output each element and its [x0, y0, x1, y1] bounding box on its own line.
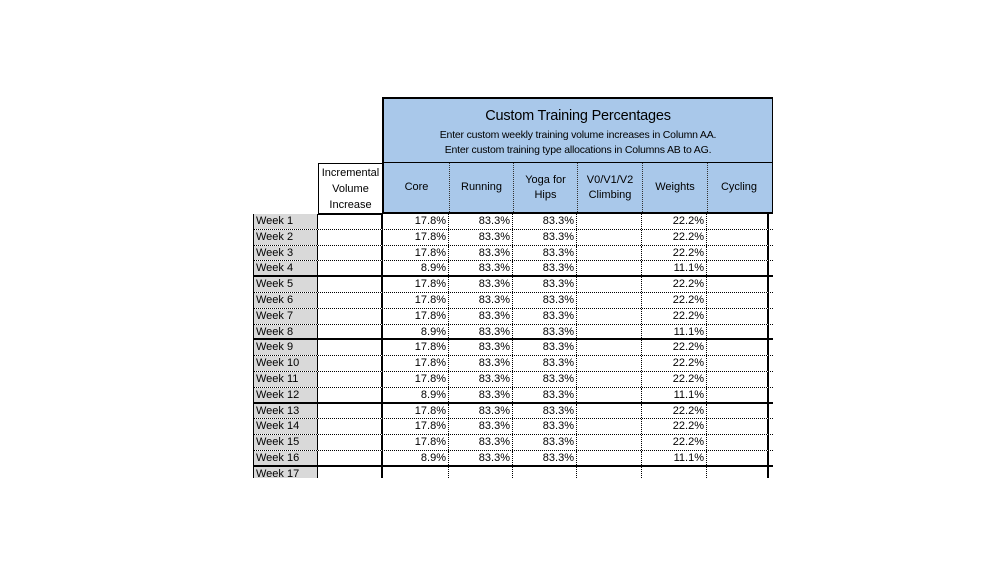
climbing-cell[interactable]: [577, 404, 642, 419]
cycling-cell[interactable]: [707, 277, 769, 292]
table-row: [253, 467, 773, 478]
volume-increase-cell[interactable]: [318, 356, 383, 371]
table-row: [253, 435, 773, 451]
week-label-cell[interactable]: Week 13: [253, 404, 318, 419]
cycling-cell[interactable]: [707, 214, 769, 229]
yoga-cell[interactable]: 83.3%: [513, 388, 577, 402]
volume-increase-cell[interactable]: [318, 388, 383, 402]
core-cell[interactable]: 17.8%: [383, 214, 449, 229]
weights-cell[interactable]: 22.2%: [642, 230, 707, 245]
table-row: [253, 214, 773, 230]
cycling-cell[interactable]: [707, 230, 769, 245]
yoga-cell[interactable]: 83.3%: [513, 404, 577, 419]
weights-cell[interactable]: 22.2%: [642, 419, 707, 434]
weekly-grid: [253, 214, 773, 478]
cycling-cell[interactable]: [707, 325, 769, 339]
banner-instruction-allocation: Enter custom training type allocations in Columns AB to AG.: [444, 144, 712, 156]
cycling-cell[interactable]: [707, 356, 769, 371]
climbing-cell[interactable]: [577, 214, 642, 229]
climbing-cell[interactable]: [577, 388, 642, 402]
training-type-headers: [382, 163, 773, 214]
table-row: [253, 309, 773, 325]
header-yoga-label: Yoga for Hips: [525, 173, 566, 201]
table-row: [253, 293, 773, 309]
table-row: [253, 246, 773, 262]
cycling-cell[interactable]: [707, 435, 769, 450]
climbing-cell[interactable]: [577, 467, 642, 478]
running-cell[interactable]: 83.3%: [449, 277, 513, 292]
climbing-cell[interactable]: [577, 419, 642, 434]
spreadsheet-area: [253, 97, 773, 478]
week-label-cell[interactable]: Week 2: [253, 230, 318, 245]
incremental-volume-header[interactable]: [318, 163, 383, 215]
climbing-cell[interactable]: [577, 293, 642, 308]
volume-increase-cell[interactable]: [318, 372, 383, 387]
weights-cell[interactable]: 11.1%: [642, 388, 707, 402]
climbing-cell[interactable]: [577, 356, 642, 371]
cycling-cell[interactable]: [707, 309, 769, 324]
weights-cell[interactable]: 11.1%: [642, 325, 707, 339]
volume-increase-cell[interactable]: [318, 435, 383, 450]
cycling-cell[interactable]: [707, 467, 769, 478]
yoga-cell[interactable]: 83.3%: [513, 261, 577, 275]
running-cell[interactable]: 83.3%: [449, 261, 513, 275]
core-cell[interactable]: 8.9%: [383, 325, 449, 339]
cycling-cell[interactable]: [707, 293, 769, 308]
table-row: [253, 261, 773, 277]
table-row: [253, 325, 773, 341]
volume-increase-cell[interactable]: [318, 467, 383, 478]
yoga-cell[interactable]: 83.3%: [513, 230, 577, 245]
weights-cell[interactable]: 22.2%: [642, 246, 707, 261]
weights-cell[interactable]: 22.2%: [642, 372, 707, 387]
yoga-cell[interactable]: 83.3%: [513, 293, 577, 308]
volume-increase-cell[interactable]: [318, 230, 383, 245]
header-weights[interactable]: [643, 163, 708, 212]
yoga-cell[interactable]: 83.3%: [513, 325, 577, 339]
yoga-cell[interactable]: 83.3%: [513, 309, 577, 324]
climbing-cell[interactable]: [577, 451, 642, 465]
week-label-cell[interactable]: Week 15: [253, 435, 318, 450]
running-cell[interactable]: 83.3%: [449, 214, 513, 229]
core-cell[interactable]: 8.9%: [383, 451, 449, 465]
running-cell[interactable]: 83.3%: [449, 372, 513, 387]
weights-cell[interactable]: 22.2%: [642, 309, 707, 324]
core-cell[interactable]: 17.8%: [383, 419, 449, 434]
week-label-cell[interactable]: Week 5: [253, 277, 318, 292]
climbing-cell[interactable]: [577, 435, 642, 450]
core-cell[interactable]: 17.8%: [383, 309, 449, 324]
climbing-cell[interactable]: [577, 309, 642, 324]
week-label-cell[interactable]: Week 1: [253, 214, 318, 229]
running-cell[interactable]: 83.3%: [449, 293, 513, 308]
header-cycling-label: Cycling: [720, 181, 758, 193]
running-cell[interactable]: 83.3%: [449, 340, 513, 355]
volume-increase-cell[interactable]: [318, 309, 383, 324]
running-cell[interactable]: 83.3%: [449, 388, 513, 402]
core-cell[interactable]: 17.8%: [383, 372, 449, 387]
weights-cell[interactable]: 22.2%: [642, 356, 707, 371]
cycling-cell[interactable]: [707, 404, 769, 419]
climbing-cell[interactable]: [577, 325, 642, 339]
yoga-cell[interactable]: 83.3%: [513, 246, 577, 261]
core-cell[interactable]: 17.8%: [383, 230, 449, 245]
running-cell[interactable]: 83.3%: [449, 451, 513, 465]
climbing-cell[interactable]: [577, 261, 642, 275]
banner-title: Custom Training Percentages: [485, 108, 671, 124]
cycling-cell[interactable]: [707, 340, 769, 355]
core-cell[interactable]: [383, 467, 449, 478]
volume-increase-cell[interactable]: [318, 214, 383, 229]
core-cell[interactable]: 17.8%: [383, 356, 449, 371]
climbing-cell[interactable]: [577, 246, 642, 261]
week-label-cell[interactable]: Week 6: [253, 293, 318, 308]
week-label-cell[interactable]: Week 8: [253, 325, 318, 339]
week-label-cell[interactable]: Week 3: [253, 246, 318, 261]
cycling-cell[interactable]: [707, 388, 769, 402]
core-cell[interactable]: 17.8%: [383, 340, 449, 355]
running-cell[interactable]: 83.3%: [449, 404, 513, 419]
weights-cell[interactable]: 22.2%: [642, 214, 707, 229]
yoga-cell[interactable]: [513, 467, 577, 478]
header-core[interactable]: [384, 163, 450, 212]
yoga-cell[interactable]: 83.3%: [513, 451, 577, 465]
week-label-cell[interactable]: Week 14: [253, 419, 318, 434]
header-core-label: Core: [404, 181, 429, 193]
core-cell[interactable]: 17.8%: [383, 246, 449, 261]
core-cell[interactable]: 8.9%: [383, 388, 449, 402]
custom-percentages-banner: [382, 97, 773, 164]
header-climbing[interactable]: [578, 163, 643, 212]
weights-cell[interactable]: 22.2%: [642, 404, 707, 419]
weights-cell[interactable]: [642, 467, 707, 478]
yoga-cell[interactable]: 83.3%: [513, 340, 577, 355]
running-cell[interactable]: 83.3%: [449, 356, 513, 371]
header-running[interactable]: [450, 163, 514, 212]
yoga-cell[interactable]: 83.3%: [513, 214, 577, 229]
yoga-cell[interactable]: 83.3%: [513, 419, 577, 434]
weights-cell[interactable]: 22.2%: [642, 435, 707, 450]
cycling-cell[interactable]: [707, 451, 769, 465]
table-row: [253, 372, 773, 388]
table-row: [253, 277, 773, 293]
cycling-cell[interactable]: [707, 261, 769, 275]
week-label-cell[interactable]: Week 7: [253, 309, 318, 324]
incremental-volume-header-label: Incremental Volume Increase: [321, 166, 380, 211]
week-label-cell[interactable]: Week 4: [253, 261, 318, 275]
header-climbing-label: V0/V1/V2 Climbing: [586, 173, 634, 201]
running-cell[interactable]: 83.3%: [449, 230, 513, 245]
table-row: [253, 340, 773, 356]
volume-increase-cell[interactable]: [318, 293, 383, 308]
week-label-cell[interactable]: Week 10: [253, 356, 318, 371]
climbing-cell[interactable]: [577, 277, 642, 292]
week-label-cell[interactable]: Week 12: [253, 388, 318, 402]
core-cell[interactable]: 17.8%: [383, 293, 449, 308]
week-label-cell[interactable]: Week 16: [253, 451, 318, 465]
volume-increase-cell[interactable]: [318, 404, 383, 419]
climbing-cell[interactable]: [577, 340, 642, 355]
climbing-cell[interactable]: [577, 372, 642, 387]
weights-cell[interactable]: 11.1%: [642, 451, 707, 465]
weights-cell[interactable]: 22.2%: [642, 293, 707, 308]
cycling-cell[interactable]: [707, 372, 769, 387]
header-running-label: Running: [461, 181, 502, 193]
yoga-cell[interactable]: 83.3%: [513, 372, 577, 387]
week-label-cell[interactable]: Week 17: [253, 467, 318, 478]
header-yoga[interactable]: [514, 163, 578, 212]
banner-instruction-volume: Enter custom weekly training volume increases in Column AA.: [439, 129, 717, 141]
running-cell[interactable]: 83.3%: [449, 419, 513, 434]
running-cell[interactable]: [449, 467, 513, 478]
table-row: [253, 404, 773, 420]
weights-cell[interactable]: 11.1%: [642, 261, 707, 275]
volume-increase-cell[interactable]: [318, 261, 383, 275]
header-weights-label: Weights: [655, 181, 695, 193]
weights-cell[interactable]: 22.2%: [642, 277, 707, 292]
volume-increase-cell[interactable]: [318, 451, 383, 465]
core-cell[interactable]: 8.9%: [383, 261, 449, 275]
yoga-cell[interactable]: 83.3%: [513, 277, 577, 292]
table-row: [253, 356, 773, 372]
week-label-cell[interactable]: Week 9: [253, 340, 318, 355]
running-cell[interactable]: 83.3%: [449, 309, 513, 324]
weights-cell[interactable]: 22.2%: [642, 340, 707, 355]
volume-increase-cell[interactable]: [318, 340, 383, 355]
volume-increase-cell[interactable]: [318, 419, 383, 434]
cycling-cell[interactable]: [707, 419, 769, 434]
header-cycling[interactable]: [708, 163, 770, 212]
cycling-cell[interactable]: [707, 246, 769, 261]
yoga-cell[interactable]: 83.3%: [513, 356, 577, 371]
volume-increase-cell[interactable]: [318, 277, 383, 292]
yoga-cell[interactable]: 83.3%: [513, 435, 577, 450]
table-row: [253, 451, 773, 467]
volume-increase-cell[interactable]: [318, 325, 383, 339]
core-cell[interactable]: 17.8%: [383, 404, 449, 419]
core-cell[interactable]: 17.8%: [383, 277, 449, 292]
running-cell[interactable]: 83.3%: [449, 246, 513, 261]
table-row: [253, 419, 773, 435]
table-row: [253, 388, 773, 404]
running-cell[interactable]: 83.3%: [449, 435, 513, 450]
climbing-cell[interactable]: [577, 230, 642, 245]
table-row: [253, 230, 773, 246]
core-cell[interactable]: 17.8%: [383, 435, 449, 450]
volume-increase-cell[interactable]: [318, 246, 383, 261]
week-label-cell[interactable]: Week 11: [253, 372, 318, 387]
running-cell[interactable]: 83.3%: [449, 325, 513, 339]
